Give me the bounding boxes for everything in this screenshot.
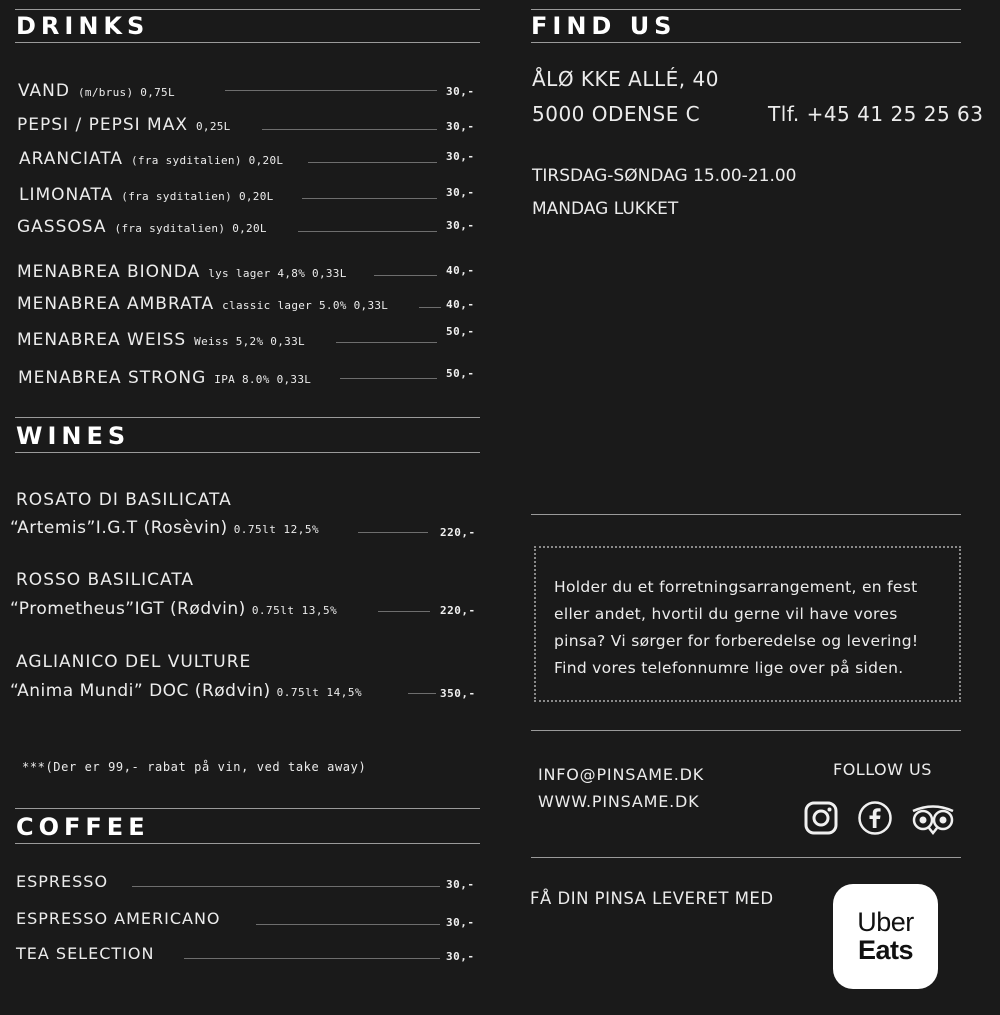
uber-eats-logo-line1: Uber <box>857 907 914 937</box>
opening-hours: TIRSDAG-SØNDAG 15.00-21.00 <box>532 166 797 186</box>
address-street: ÅLØ KKE ALLÉ, 40 <box>532 67 719 91</box>
item-price: 30,- <box>446 219 475 232</box>
menu-item: ARANCIATA (fra syditalien) 0,20L <box>19 149 284 169</box>
wine-price: 220,- <box>440 526 476 539</box>
wine-name: ROSATO DI BASILICATA <box>16 490 232 510</box>
menu-item: ESPRESSO AMERICANO <box>16 909 221 928</box>
wine-subtitle: “Anima Mundi” DOC (Rødvin) 0.75lt 14,5% <box>10 681 363 701</box>
divider <box>531 42 961 43</box>
divider <box>531 9 961 10</box>
menu-item: MENABREA STRONG IPA 8.0% 0,33L <box>18 368 312 388</box>
menu-item: VAND (m/brus) 0,75L <box>18 81 175 101</box>
menu-item: TEA SELECTION <box>16 944 155 963</box>
menu-item: LIMONATA (fra syditalien) 0,20L <box>19 185 274 205</box>
menu-item: ESPRESSO <box>16 872 109 891</box>
divider <box>531 857 961 858</box>
website-link[interactable]: WWW.PINSAME.DK <box>538 792 700 811</box>
item-price: 30,- <box>446 186 475 199</box>
item-price: 50,- <box>446 325 475 338</box>
item-price: 30,- <box>446 878 475 891</box>
item-price: 30,- <box>446 950 475 963</box>
wines-title: WINES <box>16 422 131 450</box>
divider <box>15 808 480 809</box>
instagram-icon[interactable] <box>803 800 839 836</box>
closed-day: MANDAG LUKKET <box>532 199 679 219</box>
event-info-box <box>534 546 961 702</box>
event-info-text: Holder du et forretningsarrangement, en fest eller andet, hvortil du gerne vil have vores pinsa? Vi sørger for forberedelse og levering! Find vores telefonnumre lige over på siden. <box>554 578 919 677</box>
item-price: 30,- <box>446 120 475 133</box>
item-price: 30,- <box>446 916 475 929</box>
tripadvisor-icon[interactable] <box>909 800 957 836</box>
divider <box>15 417 480 418</box>
item-price: 40,- <box>446 264 475 277</box>
divider <box>15 452 480 453</box>
item-price: 50,- <box>446 367 475 380</box>
item-price: 30,- <box>446 150 475 163</box>
wine-subtitle: “Artemis”I.G.T (Rosèvin) 0.75lt 12,5% <box>10 518 320 538</box>
divider <box>15 843 480 844</box>
item-price: 40,- <box>446 298 475 311</box>
divider <box>531 514 961 515</box>
wine-name: ROSSO BASILICATA <box>16 570 195 590</box>
divider <box>15 42 480 43</box>
facebook-icon[interactable] <box>857 800 893 836</box>
email-link[interactable]: INFO@PINSAME.DK <box>538 765 705 784</box>
menu-item: MENABREA BIONDA lys lager 4,8% 0,33L <box>17 262 347 282</box>
wine-subtitle: “Prometheus”IGT (Rødvin) 0.75lt 13,5% <box>10 599 338 619</box>
menu-item: MENABREA WEISS Weiss 5,2% 0,33L <box>17 330 305 350</box>
coffee-title: COFFEE <box>16 813 150 841</box>
menu-item: GASSOSA (fra syditalien) 0,20L <box>17 217 267 237</box>
divider <box>15 9 480 10</box>
address-city: 5000 ODENSE C <box>532 102 701 126</box>
divider <box>531 730 961 731</box>
item-price: 30,- <box>446 85 475 98</box>
follow-us-label: FOLLOW US <box>833 760 932 779</box>
find-us-title: FIND US <box>531 12 677 40</box>
drinks-title: DRINKS <box>16 12 150 40</box>
wine-price: 350,- <box>440 687 476 700</box>
phone-number: Tlf. +45 41 25 25 63 <box>768 102 984 126</box>
menu-item: PEPSI / PEPSI MAX 0,25L <box>17 115 231 135</box>
uber-eats-logo-line2: Eats <box>857 935 914 965</box>
menu-item: MENABREA AMBRATA classic lager 5.0% 0,33L <box>17 294 389 314</box>
wine-price: 220,- <box>440 604 476 617</box>
wine-takeaway-note: ***(Der er 99,- rabat på vin, ved take away) <box>22 760 367 774</box>
uber-eats-logo[interactable] <box>833 884 938 989</box>
wine-name: AGLIANICO DEL VULTURE <box>16 652 252 672</box>
delivery-text: FÅ DIN PINSA LEVERET MED <box>530 889 774 908</box>
